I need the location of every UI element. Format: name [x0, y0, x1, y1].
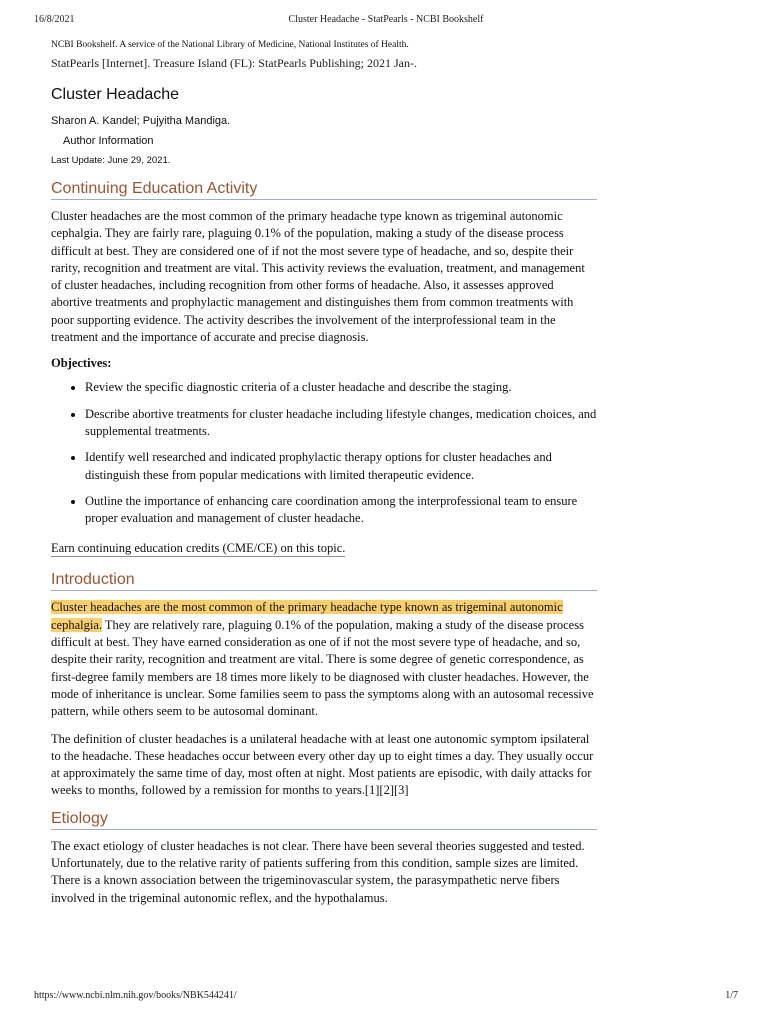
print-url: https://www.ncbi.nlm.nih.gov/books/NBK544241/ [34, 990, 237, 1001]
print-page-title: Cluster Headache - StatPearls - NCBI Bookshelf [288, 14, 484, 25]
ncbi-bookshelf-link[interactable]: NCBI Bookshelf. [51, 40, 118, 50]
banner-text: A service of the National Library of Medicine, National Institutes of Health. [117, 40, 409, 50]
objective-item: • Outline the importance of enhancing care coordination among the interprofessional team to ensure proper evaluation and management of cluster headache. [85, 493, 597, 528]
intro-paragraph-2: The definition of cluster headaches is a unilateral headache with at least one autonomic symptom ipsilateral to the headache. These headaches occur between every other day up to eight times a day. They usually occur at approximately the same time of day, most often at night. Most patients are episodic, with daily attacks for weeks to months, followed by a remission for months to years.[1][2][3] [51, 731, 594, 798]
citation: StatPearls [Internet]. Treasure Island (FL): StatPearls Publishing; 2021 Jan-. [51, 56, 417, 70]
ce-paragraph: Cluster headaches are the most common of the primary headache type known as trigeminal autonomic cephalgia. They are fairly rare, plaguing 0.1% of the population, making a study of the disease process difficult at best. They are considered one of if not the most severe type of headache, and so, despite their rarity, recognition and treatment are vital. This activity reviews the evaluation, treatment, and management of cluster headaches, including recognition from other forms of headache. Also, it assesses approved abortive treatments and prophylactic management and distinguishes them from common treatments with poor supporting evidence. The activity describes the involvement of the interprofessional team in the treatment and the importance of accurate and precise diagnosis. [51, 209, 585, 345]
section-heading-ce: Continuing Education Activity [51, 180, 597, 200]
author-information-toggle[interactable]: Author Information [63, 135, 154, 147]
print-footer [34, 990, 738, 1004]
objective-item: • Review the specific diagnostic criteria of a cluster headache and describe the staging. [85, 379, 597, 396]
article [51, 40, 597, 917]
etiology-paragraph-1: The exact etiology of cluster headaches is not clear. There have been several theories suggested and tested. Unfortunately, due to the relative rarity of patients suffering from this condition, sample sizes are limited. There is a known association between the trigeminovascular system, the parasympathetic nerve fibers involved in the trigeminal autonomic reflex, and the hypothalamus. [51, 838, 585, 905]
objective-item: • Describe abortive treatments for cluster headache including lifestyle changes, medication choices, and supplemental treatments. [85, 406, 597, 441]
print-date: 16/8/2021 [34, 14, 75, 25]
site-banner [51, 40, 597, 50]
section-heading-etiology: Etiology [51, 810, 597, 830]
highlighted-text: Cluster headaches are the most common of the primary headache type known as trigeminal autonomic cephalgia. [51, 600, 563, 632]
authors: Sharon A. Kandel; Pujyitha Mandiga. [51, 115, 231, 127]
objective-item: • Identify well researched and indicated prophylactic therapy options for cluster headaches and distinguish these from popular medications with limited therapeutic evidence. [85, 449, 597, 484]
print-header [34, 14, 738, 30]
page-number: 1/7 [725, 990, 738, 1001]
page-title: Cluster Headache [51, 86, 180, 103]
last-update: Last Update: June 29, 2021. [51, 155, 171, 166]
intro-paragraph-1 [51, 599, 597, 720]
cme-credits-link[interactable]: Earn continuing education credits (CME/CE) on this topic. [51, 541, 346, 556]
objectives-label: Objectives: [51, 356, 112, 371]
objectives-list [51, 379, 597, 527]
intro-paragraph-1-text: They are relatively rare, plaguing 0.1% of the population, making a study of the disease process difficult at best. They have earned consideration as one of if not the most severe type of headache, and so, despite their rarity, recognition and treatment are vital. There is some degree of genetic correspondence, as first-degree family members are 18 times more likely to be diagnosed with cluster headaches. However, the mode of inheritance is unclear. Some families seem to pass the symptoms along with an autosomal recessive pattern, while others seem to be autosomal dominant. [51, 617, 594, 719]
section-heading-introduction: Introduction [51, 571, 597, 591]
